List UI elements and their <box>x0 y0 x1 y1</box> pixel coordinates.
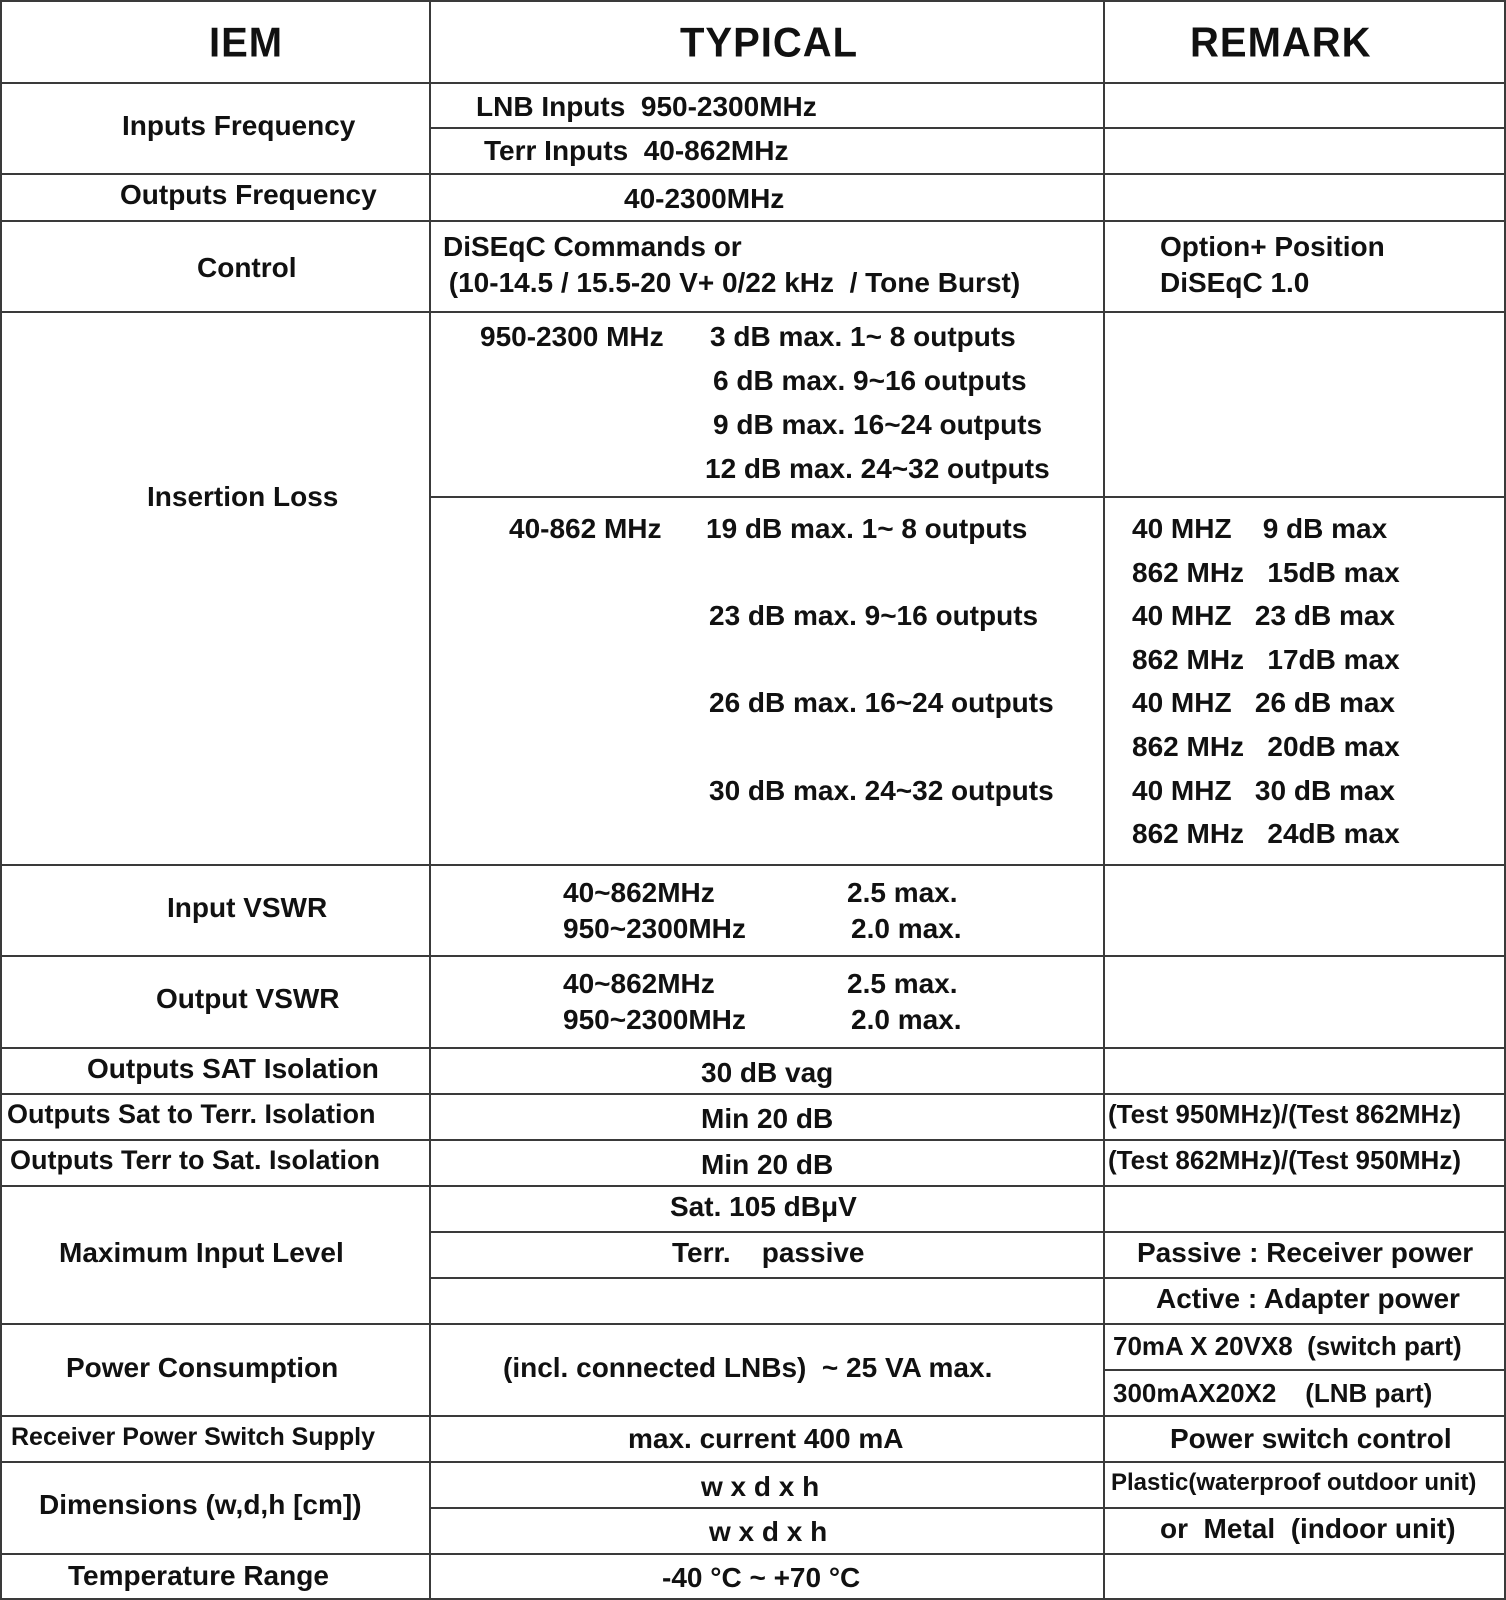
value-terr-band: 40-862 MHz <box>509 513 662 544</box>
value-receiver-power: max. current 400 mA <box>628 1423 904 1454</box>
value-max-input-terr: Terr. passive <box>672 1237 865 1268</box>
value-input-vswr-band: 40~862MHz <box>563 877 715 908</box>
value-input-vswr: 2.0 max. <box>851 913 962 944</box>
remark-insertion-loss: 40 MHZ 26 dB max <box>1132 687 1395 718</box>
table-rule <box>0 955 1506 957</box>
table-rule <box>430 496 1506 498</box>
label-inputs-frequency: Inputs Frequency <box>122 110 356 141</box>
value-temperature: -40 °C ~ +70 °C <box>662 1562 861 1593</box>
label-terr-sat-isolation: Outputs Terr to Sat. Isolation <box>10 1145 381 1175</box>
value-sat-band: 950-2300 MHz <box>480 321 664 352</box>
remark-dimensions-metal: or Metal (indoor unit) <box>1160 1513 1456 1544</box>
table-rule <box>0 82 1506 84</box>
header-typical: TYPICAL <box>680 19 859 67</box>
value-output-vswr: 2.0 max. <box>851 1004 962 1035</box>
table-rule <box>430 1507 1506 1509</box>
remark-sat-terr-isolation: (Test 950MHz)/(Test 862MHz) <box>1108 1099 1461 1129</box>
label-output-vswr: Output VSWR <box>156 983 340 1014</box>
remark-power-switch: 70mA X 20VX8 (switch part) <box>1113 1331 1462 1361</box>
value-power-consumption: (incl. connected LNBs) ~ 25 VA max. <box>503 1352 993 1383</box>
remark-max-input-active: Active : Adapter power <box>1156 1283 1460 1314</box>
value-input-vswr: 2.5 max. <box>847 877 958 908</box>
remark-receiver-power: Power switch control <box>1170 1423 1452 1454</box>
table-rule <box>0 1047 1506 1049</box>
label-dimensions: Dimensions (w,d,h [cm]) <box>39 1489 362 1520</box>
value-output-vswr: 2.5 max. <box>847 968 958 999</box>
table-rule <box>0 1323 1506 1325</box>
remark-insertion-loss: 862 MHz 17dB max <box>1132 644 1400 675</box>
table-rule <box>1104 1369 1506 1371</box>
value-outputs-frequency: 40-2300MHz <box>624 183 785 214</box>
value-max-input-sat: Sat. 105 dBμV <box>670 1191 857 1222</box>
value-dimensions: w x d x h <box>709 1516 828 1547</box>
value-sat-loss: 3 dB max. 1~ 8 outputs <box>710 321 1016 352</box>
remark-control-line1: Option+ Position <box>1160 231 1385 262</box>
table-rule <box>0 0 1506 2</box>
header-remark: REMARK <box>1190 19 1372 67</box>
value-dimensions: w x d x h <box>701 1471 820 1502</box>
value-terr-loss: 26 dB max. 16~24 outputs <box>709 687 1054 718</box>
value-sat-loss: 12 dB max. 24~32 outputs <box>705 453 1050 484</box>
table-rule <box>430 1231 1506 1233</box>
value-control-line1: DiSEqC Commands or <box>443 231 742 262</box>
remark-dimensions-plastic: Plastic(waterproof outdoor unit) <box>1111 1469 1477 1496</box>
table-rule <box>430 127 1506 129</box>
value-output-vswr-band: 950~2300MHz <box>563 1004 746 1035</box>
value-sat-loss: 9 dB max. 16~24 outputs <box>713 409 1043 440</box>
table-rule <box>0 173 1506 175</box>
value-sat-isolation: 30 dB vag <box>701 1057 834 1088</box>
value-terr-loss: 30 dB max. 24~32 outputs <box>709 775 1054 806</box>
label-receiver-power: Receiver Power Switch Supply <box>11 1423 376 1451</box>
value-terr-loss: 19 dB max. 1~ 8 outputs <box>706 513 1028 544</box>
table-rule <box>0 1461 1506 1463</box>
value-lnb-inputs: LNB Inputs 950-2300MHz <box>476 91 817 122</box>
table-rule <box>430 1277 1506 1279</box>
label-power-consumption: Power Consumption <box>66 1352 339 1383</box>
label-sat-terr-isolation: Outputs Sat to Terr. Isolation <box>7 1099 376 1129</box>
remark-insertion-loss: 40 MHZ 9 dB max <box>1132 513 1388 544</box>
remark-insertion-loss: 862 MHz 15dB max <box>1132 557 1400 588</box>
remark-terr-sat-isolation: (Test 862MHz)/(Test 950MHz) <box>1108 1145 1461 1175</box>
remark-control-line2: DiSEqC 1.0 <box>1160 267 1310 298</box>
remark-insertion-loss: 862 MHz 20dB max <box>1132 731 1400 762</box>
label-max-input-level: Maximum Input Level <box>59 1237 344 1268</box>
table-rule <box>0 1415 1506 1417</box>
label-outputs-frequency: Outputs Frequency <box>120 179 377 210</box>
remark-power-lnb: 300mAX20X2 (LNB part) <box>1113 1378 1433 1408</box>
value-output-vswr-band: 40~862MHz <box>563 968 715 999</box>
table-rule <box>0 1139 1506 1141</box>
label-control: Control <box>197 252 297 283</box>
value-sat-loss: 6 dB max. 9~16 outputs <box>713 365 1027 396</box>
remark-insertion-loss: 40 MHZ 23 dB max <box>1132 600 1395 631</box>
value-terr-sat-isolation: Min 20 dB <box>701 1149 834 1180</box>
label-sat-isolation: Outputs SAT Isolation <box>87 1053 379 1084</box>
table-rule <box>0 0 2 1600</box>
remark-insertion-loss: 40 MHZ 30 dB max <box>1132 775 1395 806</box>
value-input-vswr-band: 950~2300MHz <box>563 913 746 944</box>
table-rule <box>0 1553 1506 1555</box>
label-insertion-loss: Insertion Loss <box>147 481 339 512</box>
value-terr-loss: 23 dB max. 9~16 outputs <box>709 600 1039 631</box>
table-rule <box>0 864 1506 866</box>
table-rule <box>1103 0 1105 1600</box>
value-terr-inputs: Terr Inputs 40-862MHz <box>484 135 789 166</box>
table-rule <box>429 0 431 1600</box>
table-rule <box>0 220 1506 222</box>
header-item: IEM <box>209 19 284 67</box>
label-input-vswr: Input VSWR <box>167 892 328 923</box>
table-rule <box>0 1185 1506 1187</box>
value-control-line2: (10-14.5 / 15.5-20 V+ 0/22 kHz / Tone Burst) <box>441 267 1021 298</box>
label-temperature: Temperature Range <box>68 1560 329 1591</box>
table-rule <box>0 1093 1506 1095</box>
table-rule <box>0 311 1506 313</box>
remark-insertion-loss: 862 MHz 24dB max <box>1132 818 1400 849</box>
value-sat-terr-isolation: Min 20 dB <box>701 1103 834 1134</box>
remark-max-input-passive: Passive : Receiver power <box>1137 1237 1474 1268</box>
